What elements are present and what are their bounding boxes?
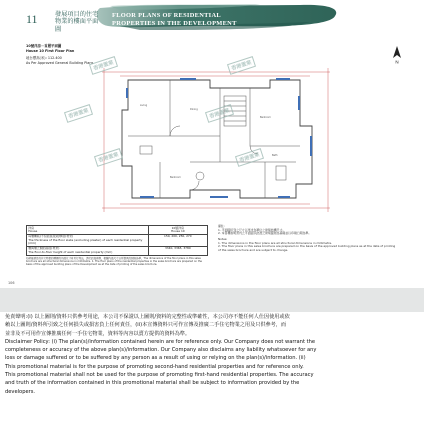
svg-text:Bedroom: Bedroom (170, 176, 181, 179)
note-item: 2. 本售樓說明書內之平面圖以批准之建築圖則為基礎並以印刷日期為準。 (218, 231, 312, 235)
divider-band (0, 288, 424, 312)
svg-text:Bath: Bath (272, 154, 278, 157)
table-cell-value: 10號洋房 House 10 (148, 226, 207, 235)
disclaimer-line: and truth of the information contained in this promotional material shall be subject to information provided by the (5, 380, 300, 387)
notes-title-en: Notes: (218, 237, 228, 241)
floor-plan-drawing (100, 66, 332, 214)
watermark-logo: 香港置業 (64, 104, 93, 123)
table-cell-label: 洋房 House (27, 226, 149, 235)
floor-level-en: As Per Approved General Building Plans (26, 60, 94, 65)
title-en-line1: FLOOR PLANS OF RESIDENTIAL (112, 12, 221, 19)
disclaimer-line: Disclaimer Policy: (i) The plan(s)/information contained herein are for reference only. Our Company does not warrant the (5, 338, 316, 345)
table-cell-value: 150, 200, 250, 270 (148, 234, 207, 246)
disclaimer-line: This promotional material is for the purpose of promoting second-hand residential properties and for reference only. (5, 363, 304, 370)
disclaimer-line: completeness or accuracy of the above plan(s)/information. Our Company also disclaims any liability whatsoever for any (5, 347, 317, 354)
watermark-logo: 香港置業 (235, 148, 264, 167)
footer-page-number: 106 (8, 281, 15, 285)
page-title-english (112, 12, 237, 28)
disclaimer-line: loss or damage suffered or to be suffered by any person as a result of using or relying on the plan(s)/information. (ii) (5, 355, 306, 362)
disclaimer-line: 賴以上圖則/資料所引致之任何損失或損害負上任何責任，(ii)本宣傳資料只可作宣傳及推廣二手住宅物業之用及只供參考，而 (5, 322, 287, 329)
title-en-line2: PROPERTIES IN THE DEVELOPMENT (112, 20, 237, 27)
notes-title-cn: 備註: (218, 224, 225, 228)
header-band (0, 0, 424, 34)
note-item: 2. The floor plans in this sales brochure are prepared on the basis of the approved building plans as at the date of printing of the sales brochure and are subject to change. (218, 244, 396, 252)
svg-text:Living: Living (140, 104, 148, 107)
disclaimer-line: This promotional material shall not be used for the purpose of promoting first-hand residential properties. The accuracy (5, 372, 314, 379)
notes-left: 如發展項目的住宅物業的樓層的內部尺寸有另行列出，請於此處參閱，相關內部尺寸以所提供的圖則為準。The dimensions of the floor plans in this sales brochure are all structural dimensions in millimetre. 1. The floor plans of the residential properties in the sales brochure are prepared on the basis of the approved building plans of the Development as at the date of printing of the sales brochure. (26, 257, 202, 267)
plan-caption-cn: 10號洋房－首層平面圖 (26, 44, 62, 48)
disclaimer-line: 免責聲明:(i) 以上圖則/資料只供參考用途，本公司不保證以上圖則/資料的完整性或準確性，本公司亦不能任何人仕因使用或依 (5, 314, 290, 320)
disclaimer-line: developers. (5, 388, 36, 395)
floor-level-cn: 地台標高(米): 112.400 (26, 56, 62, 61)
table-row (27, 226, 208, 235)
disclaimer-text (5, 313, 419, 396)
svg-text:N: N (395, 59, 399, 64)
table-cell-label: 每層樓板(不包括灰泥)的厚度(毫米) The thickness of the floor slabs (excluding plaster) of each residential property (mm) (27, 234, 149, 246)
note-item: 1. 平面圖所列之尺寸以毫米為單位之建築結構尺寸。 (218, 227, 286, 232)
plan-caption (26, 44, 93, 65)
watermark-logo: 香港置業 (94, 148, 123, 167)
watermark-logo: 香港置業 (205, 104, 234, 123)
plan-caption-en: House 10 First Floor Plan (26, 48, 75, 53)
svg-text:Dining: Dining (190, 108, 198, 111)
disclaimer-line: 並非及不可用作宣傳推廣任何一手住宅物業，資料等內容以賣方提供的資料為準。 (5, 330, 191, 337)
page-title-chinese: 發展項目的住宅物業的樓面平面圖 (55, 11, 99, 33)
table-row (27, 246, 208, 255)
north-arrow-icon (392, 46, 402, 64)
page-number: 11 (26, 12, 38, 26)
table-cell-label: 層與層之間的高度(毫米) The floor-to-floor height of each residential property (mm) (27, 246, 149, 255)
spec-table (26, 225, 208, 256)
watermark-logo: 香港置業 (89, 56, 118, 75)
table-row (27, 234, 208, 246)
table-cell-value: 3340, 3365, 3780 (148, 246, 207, 255)
notes-right (218, 225, 398, 252)
watermark-logo: 香港置業 (227, 56, 256, 75)
svg-text:Bedroom: Bedroom (260, 116, 271, 119)
note-item: 1. The dimensions in the floor plans are all structural dimensions in millimetre. (218, 240, 333, 245)
